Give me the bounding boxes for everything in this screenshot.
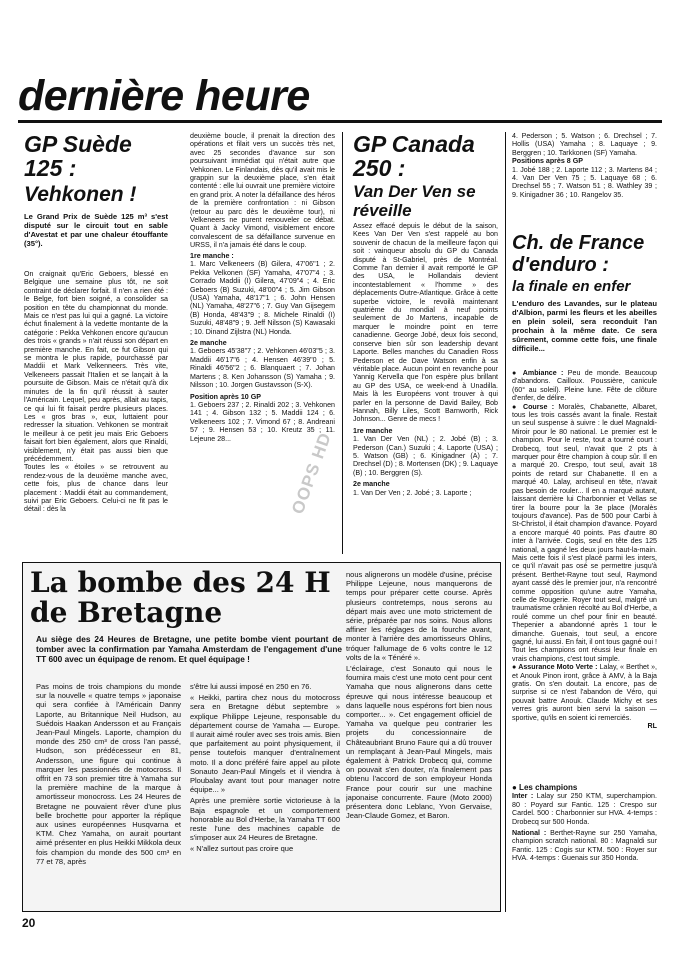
- canada-headline-line1: Van Der Ven se: [353, 182, 476, 201]
- canada-body-text: Assez effacé depuis le début de la saison, Kees Van Der Ven s'est rappelé au bon souvenir de chacun de la meilleure façon qui soit : vainqueur absolu du GP du Canada disputé à St-Gabriel, près de Montréal. Comme l'an dernier il avait remporté le GP des USA, le Hollandais devient incontestablement « l'homme » des déplacements Outre-Atlantique. Grâce à cette superbe victoire, le revoilà maintenant quatrième du mondial à neuf points seulement de Jo Martens, incapable de marquer le moindre point en terre canadienne. George Jobé, deux fois second, conserve bien sûr son leadership devant Laporte. Belles manches du Canadien Ross Pederson et de Dave Watson enfin à sa véritable place. Aucun point en revanche pour Yannig Kervella que l'on espère plus brillant au GP des USA, ce week-end à Unadilla. Mais là les Européens vont trouver à qui parler en la personne de David Bailey, Bob Hannah, Billy Liles, Scott Barnworth, Rick Johnson... Genre de mecs !: [353, 222, 498, 424]
- suede-m2-label: 2e manche: [190, 339, 227, 348]
- bombe-col2-para1: s'être lui aussi imposé en 250 en 76.: [190, 682, 312, 691]
- suede-lead: Le Grand Prix de Suède 125 m³ s'est disputé sur le circuit tout en sable d'Avestat et par une chaleur étouffante (35°).: [24, 212, 168, 248]
- suede-pos-text: 1. Geboers 237 ; 2. Rinaldi 202 ; 3. Vehkonen 141 ; 4. Gibson 132 ; 5. Maddii 124 ; 6. Velkeneers 102 ; 7. Vimond 67 ; 8. Andreani 57 ; 9. Hensen 53 ; 10. Kreutz 35 ; 11. Lejeune 28...: [190, 400, 335, 443]
- bombe-col2: [190, 682, 340, 904]
- bombe-col3-para1: nous alignerons un modèle d'usine, précise Philippe Lejeune, nous manquerons de temps pour préparer cette course. Après plusieurs contretemps, nous serons au départ mais avec une moto strictement de série, préparée par nos soins. Nous allons affiner les réglages de la fourche avant, monter à l'arrière des amortisseurs Ohlins, tróquer l'allumage de 6 volts contre le 12 volts de la « Ténéré ».: [346, 570, 492, 662]
- bombe-title: [30, 568, 348, 628]
- column-divider: [342, 132, 343, 554]
- canada-pos-text: 1. Jobé 188 ; 2. Laporte 112 ; 3. Martens 84 ; 4. Van Der Ven 75 ; 5. Laquaye 68 ; 6. Drechsel 55 ; 7. Watson 51 ; 8. Wathley 39 ; 9. Kinigadner 36 ; 10. Rangelov 35.: [512, 165, 657, 199]
- enduro-inter-label: Inter :: [512, 792, 534, 801]
- bombe-col3-para2: L'éclairage, c'est Sonauto qui nous le fournira mais c'est une moto cent pour cent Yamaha que nous alignerons dans cette épreuve qui nous intéresse beaucoup et dans laquelle nous espérons fort bien nous comporter... ». Cet engagement officiel de Yamaha va quelque peu contrarier les projets du concessionnaire de Châteaubriant Bruno Faure qui a dû trouver un remplaçant à Jean-Paul Mingels, mais également à Patrick Drobecq qui, comme on pouvait s'en douter, n'a finalement pas obtenu l'accord de son employeur Honda France pour courir sur une machine japonaise concurrente. Faure (Moto 2000) présentera donc Leblanc, Yvon Gervaise, Jean-Claude Gomez, et Baron.: [346, 664, 492, 821]
- bombe-col2-para4: « N'allez surtout pas croire que: [190, 844, 294, 854]
- suede-m2-text: 1. Geboers 45'38"7 ; 2. Vehkonen 46'03"5 ; 3. Maddii 46'17"6 ; 4. Hensen 46'39"0 ; 5. Rinaldi 46'56"2 ; 6. Blanquaert ; 7. Johan Martens ; 8. Ken Johansson (S) Yamaha ; 9. Nilsson ; 10. Jorgen Gustavsson (S-X).: [190, 347, 335, 390]
- canada-title: [353, 132, 475, 180]
- suede-body-col1: [24, 270, 168, 554]
- masthead-title: dernière heure: [18, 72, 310, 120]
- bombe-title-line2: de Bretagne: [30, 596, 223, 629]
- watermark: OOPS HD: [288, 429, 336, 517]
- enduro-ambiance-label: ● Ambiance :: [512, 369, 564, 377]
- enduro-assurance-label: ● Assurance Moto Verte :: [512, 663, 598, 672]
- suede-body-para1: On craignait qu'Eric Geboers, blessé en Belgique une semaine plus tôt, ne soit contraint de déclarer forfait. Il n'en a rien été : le Belge, fort bien soigné, a consolider sa position en tête du championnat du monde. Mais ce n'est pas lui qui a gagné. La victoire échut finalement à la vedette montante de la catégorie : Pekka Vehkonen encore qu'aucun des trois « grands » n'ait réussi son départ en première manche. En fait, ce fut Gibson qui se montra le plus rapide, pourchassé par Maddii et Mark Velkenneers. Très vite, Velkeneers passait l'Italien et se lançait à la poursuite de Gibson. Mais ce n'était qu'à dix minutes de la fin qu'il réussit à sauter l'Américain. Lequel, peu après, allait au tapis, ce qui lui fit faisait perdre plusieurs places. Les « gros bras », eux, luttaient pour redresser la situation. Vehkonen se montrait le meilleur à ce petit jeu mais Eric Geboers faisait fort bien également, alors que Rinaldi, visiblement, n'y était pas aussi bien que précédemment.: [24, 270, 168, 463]
- enduro-ambiance-text: Peu de monde. Beaucoup d'abandons. Cailloux. Poussière, canicule (60° au soleil). Pleine lune. Fête de clôture d'enfer, de délire.: [512, 369, 657, 403]
- canada-m1-label: 1re manche: [353, 426, 393, 435]
- suede-body-col2: [190, 132, 335, 252]
- enduro-champions-label: ● Les champions: [512, 784, 578, 792]
- suede-m1-label: 1re manche :: [190, 252, 234, 260]
- suede-title-line2: 125 :: [24, 155, 77, 181]
- enduro-assurance-text: Lalay, « Berthet », et Anouk Pinon iront, grâce à AMV, à la Baja gratis. On s'en doutait. La encore, pas de surprise si ce n'est l'abandon de Véro, qui pouvait battre Anouk. Claude Michy et ses verres gris auront bien servi la saison — sportive, qu'ils en soient ici remerciés.: [512, 663, 657, 722]
- enduro-title-line1: Ch. de France: [512, 232, 645, 254]
- canada-headline-line2: réveille: [353, 201, 412, 220]
- bombe-title-line1: La bombe des 24 H: [30, 566, 331, 599]
- page-number: 20: [22, 916, 36, 930]
- bombe-lead: Au siège des 24 Heures de Bretagne, une petite bombe vient pourtant de tomber avec la confirmation par Yamaha Amsterdam de l'engagement d'une TT 600 avec un équipage de renom. Et quel équipage !: [36, 634, 342, 665]
- canada-headline: [353, 182, 476, 220]
- enduro-course-label: ● Course :: [512, 402, 555, 411]
- enduro-lead: L'enduro des Lavandes, sur le plateau d'Albion, parmi les fleurs et les abeilles en plein soleil, sera reconduit l'an prochain à la même date. Ce sera sûrement, comme cette fois, une finale difficile...: [512, 299, 657, 353]
- canada-title-line1: GP Canada: [353, 131, 475, 157]
- suede-m1-text: 1. Marc Velkeneers (B) Gilera, 47'06"1 ; 2. Pekka Velkonen (SF) Yamaha, 47'07"4 ; 3. Corrado Maddii (I) Gilera, 47'09"4 ; 4. Eric Geboers (B) Suzuki, 48'00"4 ; 5. Jim Gibson (USA) Yamaha, 48'17"1 ; 6. John Hensen (NL) Yamaha, 48'27"6 ; 7. Guy Van Gijsegem (B) Honda, 48'43"9 ; 8. Michele Rinaldi (I) Suzuki, 48'48"9 ; 9. Jeff Nilsson (S) Kawasaki ; 10. Dinand Zijlstra (NL) Honda.: [190, 260, 335, 336]
- canada-m2-label: 2e manche: [353, 480, 390, 489]
- enduro-champions: [512, 784, 657, 914]
- canada-m2-text: 1. Van Der Ven ; 2. Jobé ; 3. Laporte ;: [353, 488, 472, 497]
- suede-body-col2-text: deuxième boucle, il prenait la direction des opérations et filait vers un succès très net, avec 25 secondes d'avance sur son poursuivant immédiat qui n'était autre que Vehkonen. Le Finlandais, dès qu'il avait mis le grappin sur la deuxième place, s'en était contenté : elle lui ouvrait une première victoire en grand prix. A noter la défaillance des héros de la première confrontation : ni Gibson (retour au parc dès le deuxième tour), ni Velkeneers ne purent renouveler ce débat. Quant à Jacky Vimond, visiblement encore convalescent de sa défaillance survenue en URSS, il n'a jamais été dans le coup.: [190, 132, 335, 250]
- masthead-rule: [18, 120, 662, 123]
- bombe-col1-text: Pas moins de trois champions du monde sur la nouvelle « quatre temps » japonaise qui sera confiée à l'Américain Danny Laporte, au Britannique Neil Hudson, au Suédois Haakan Andersson et au Français Jean-Paul Mingels. Laporte, champion du monde des 250 cm³ de cross l'an passé, Hudson, son prédécesseur en 81, Andersson, une figure qui continue à marquer les passionnés de motocross. Il offrit en 73 son premier titre à Yamaha sur la première machine de la marque à amortisseur monocross. Les 24 Heures de Bretagne ne pouvaient rêver d'une plus belle brochette pour apporter la réplique aux usines européennes Husqvarna et KTM. Chez Yamaha, on aurait pourtant aimé présenter en plus Heikki Mikkola deux fois champion du monde des 500 cm³ en 77 et 78, après: [36, 682, 181, 866]
- enduro-national-label: National :: [512, 829, 547, 838]
- bombe-col2-para3: Après une première sortie victorieuse à la Baja espagnole et un comportement honorable au Bol d'Herbe, la Yamaha TT 600 reste l'une des machines capable de s'imposer aux 24 Heures de Bretagne.: [190, 796, 340, 843]
- suede-title: [24, 132, 132, 180]
- suede-title-line1: GP Suède: [24, 131, 132, 157]
- enduro-headline: la finale en enfer: [512, 278, 631, 295]
- suede-pos-label: Position après 10 GP: [190, 392, 261, 401]
- canada-m1-text: 1. Van Der Ven (NL) ; 2. Jobé (B) ; 3. Pederson (Can.) Suzuki ; 4. Laporte (USA) ; 5. Watson (GB) ; 6. Kinigadner (A) ; 7. Drechsel (D) ; 8. Mortensen (DK) ; 9. Laquaye (B) ; 10. Berggren (S).: [353, 435, 498, 477]
- suede-results: [190, 252, 335, 548]
- bombe-col3: [346, 570, 492, 904]
- enduro-signature: RL: [647, 722, 657, 731]
- canada-pos-label: Positions après 8 GP: [512, 157, 583, 166]
- bombe-col1: [36, 682, 181, 904]
- enduro-title-line2: d'enduro :: [512, 254, 609, 276]
- canada-title-line2: 250 :: [353, 155, 406, 181]
- enduro-course-text: Moralès, Chabanette, Albaret, tous les trois cassés avant la finale. Restait un seul suspense à suivre : le duel Magnaldi-Miroir pour le 80 national. Le premier est le champion. Pour le reste, tout a tourné court : Drobecq, tout seul, n'avait que 2 pts à marquer pour être champion à coup sûr. Il en a marqué 20. Crespo, tout seul, avait 18 points de retard sur Chabanette. Il en a marqué 40. Lalay, archiseul en tête, n'avait pas besoin de rouler... Il en a marqué autant, laissant derrière lui Charbonnier et Vellas se tirer la bourre pour la 3e place (Moralès toujours d'avance). Pas de 500 pour Carbi à St-Christol, il était champion d'avance. Poyard a encore marqué 40 points. Pas d'autre 80 inter à l'arrivée. Cogis, seul en tête des 125 national, a gagné les deux jours haut-la-main. Mais cette fois il s'est placé parmi les inters, ce qu'il n'avait pas osé se permettre jusqu'à présent. Berthet-Rayne tout seul, Raymond ayant cassé dès le premier jour, n'a rencontré comme opposition qu'une autre Yamaha, celle de Rougerie. Royer tout seul, malgré un traumatisme crânien récolté au Bol d'Herbe, a roulé comme un chef pour finir en beauté. Thepenier a abandonné après 1 tour le dimanche. Guenais, tout seul, a encore gagné, lui aussi. En fait, il ont tous gagné oui ! Tout les champions ont réussi leur finale en vrais champions, c'est tout simple.: [512, 402, 657, 663]
- suede-body-para2: Toutes les « étoiles » se retrouvent au rendez-vous de la deuxième manche avec, cette fois, plus de chance dans leur placement : Maddii était au commandement, suivi par Eric Geboers. Celui-ci ne fit pas le détail : dès la: [24, 463, 168, 514]
- enduro-inter-text: Lalay sur 250 KTM, superchampion. 80 : Poyard sur Fantic. 125 : Crespo sur Cardel. 500 : Charbonnier sur HVA. 4-temps : Drobecq sur 500 Honda.: [512, 792, 657, 826]
- bombe-col2-para2: « Heikki, partira chez nous du motocross sera en Bretagne début septembre » explique Philippe Lejeune, responsable du département course de Yamaha — Europe. Il aurait aimé rouler avec ses trois amis. Bien que parfaitement au point physiquement, il pense toutefois manquer d'entraînement moto. Il a donc préféré faire appel au pilote Sonauto Jean-Paul Mingels et il viendra à Ploubalay avant tout pour manager notre équipe... »: [190, 693, 340, 795]
- enduro-title: [512, 232, 644, 276]
- enduro-body: [512, 369, 657, 785]
- suede-headline: Vehkonen !: [24, 183, 137, 206]
- enduro-national-text: Berthet-Rayne sur 250 Yamaha, champion scratch national. 80 : Magnaldi sur Fantic. 125 : Cogis sur KTM. 500 : Royer sur HVA. 4-temps : Guenais sur 350 Honda.: [512, 829, 657, 863]
- column-divider: [505, 132, 506, 912]
- canada-continued-text: 4. Pederson ; 5. Watson ; 6. Drechsel ; 7. Hollis (USA) Yamaha ; 8. Laquaye ; 9. Berggren ; 10. Tarkkonen (SF) Yamaha.: [512, 132, 657, 157]
- canada-continued: [512, 132, 657, 228]
- canada-body: [353, 222, 498, 554]
